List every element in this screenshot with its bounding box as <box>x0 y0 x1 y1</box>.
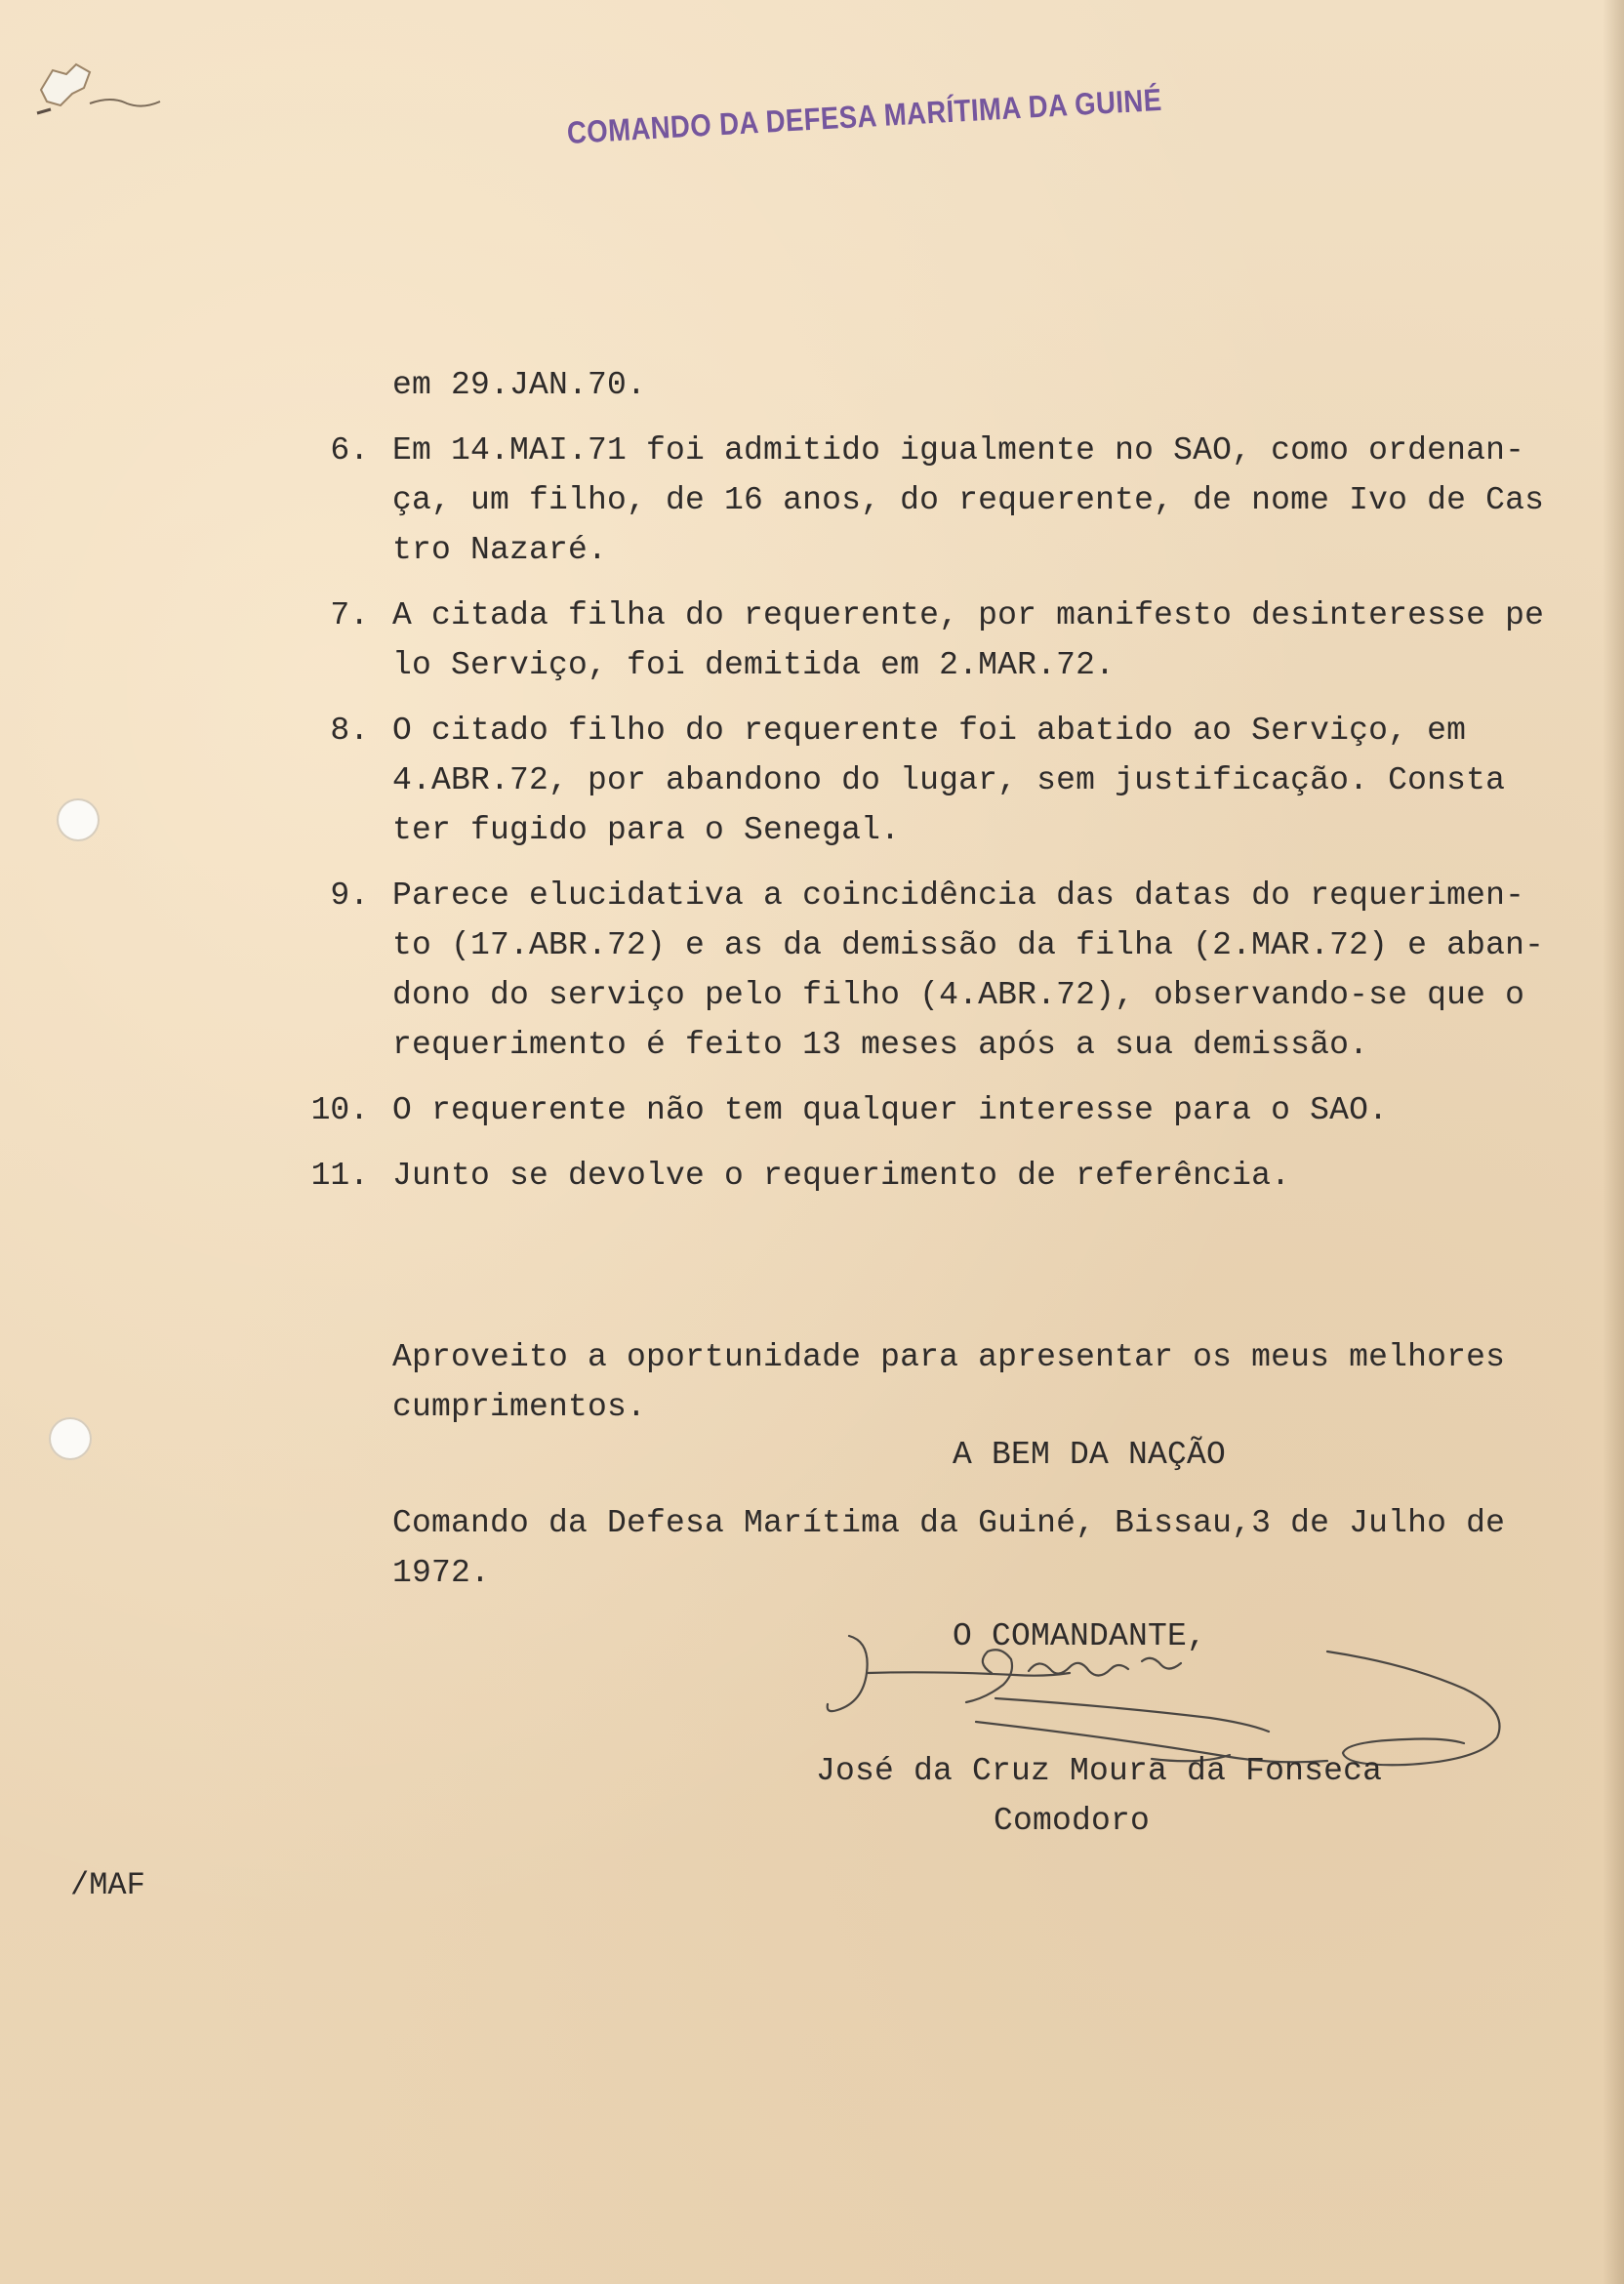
item-number-11: 11. <box>310 1158 369 1194</box>
item-number-6: 6. <box>330 432 369 469</box>
item-9-line-2: to (17.ABR.72) e as da demissão da filha (2.MAR.72) e aban- <box>392 927 1545 963</box>
item-number-9: 9. <box>330 877 369 914</box>
item-9-line-1: Parece elucidativa a coincidência das datas do requerimen- <box>392 877 1525 914</box>
item-7-line-2: lo Serviço, foi demitida em 2.MAR.72. <box>392 647 1116 683</box>
signatory-title: O COMANDANTE, <box>953 1618 1207 1654</box>
place-date-line-1: Comando da Defesa Marítima da Guiné, Bissau,3 de Julho de <box>392 1505 1506 1541</box>
greeting-line-1: Aproveito a oportunidade para apresentar os meus melhores <box>392 1339 1506 1375</box>
item-number-7: 7. <box>330 597 369 633</box>
punch-hole-lower <box>49 1417 92 1460</box>
item-11-line-1: Junto se devolve o requerimento de referência. <box>392 1158 1291 1194</box>
item-8-line-2: 4.ABR.72, por abandono do lugar, sem justificação. Consta <box>392 762 1506 798</box>
place-date-line-2: 1972. <box>392 1555 491 1591</box>
typist-reference: /MAF <box>70 1867 145 1903</box>
motto: A BEM DA NAÇÃO <box>953 1437 1227 1473</box>
item-9-line-4: requerimento é feito 13 meses após a sua demissão. <box>392 1027 1369 1063</box>
item-6-line-3: tro Nazaré. <box>392 532 608 568</box>
greeting-line-2: cumprimentos. <box>392 1389 647 1425</box>
item-10-line-1: O requerente não tem qualquer interesse para o SAO. <box>392 1092 1389 1128</box>
item-6-line-2: ça, um filho, de 16 anos, do requerente, de nome Ivo de Cas <box>392 482 1545 518</box>
staple-tear-mark <box>33 61 170 129</box>
page-edge-shadow <box>1603 0 1624 2284</box>
punch-hole-upper <box>57 798 100 841</box>
signatory-rank: Comodoro <box>994 1803 1151 1839</box>
continuation-line: em 29.JAN.70. <box>392 367 647 403</box>
signatory-name: José da Cruz Moura da Fonseca <box>816 1753 1383 1789</box>
letterhead-stamp: COMANDO DA DEFESA MARÍTIMA DA GUINÉ <box>566 81 1163 150</box>
item-8-line-1: O citado filho do requerente foi abatido ao Serviço, em <box>392 713 1467 749</box>
item-8-line-3: ter fugido para o Senegal. <box>392 812 901 848</box>
item-9-line-3: dono do serviço pelo filho (4.ABR.72), observando-se que o <box>392 977 1525 1013</box>
item-7-line-1: A citada filha do requerente, por manifesto desinteresse pe <box>392 597 1545 633</box>
item-number-8: 8. <box>330 713 369 749</box>
item-number-10: 10. <box>310 1092 369 1128</box>
item-6-line-1: Em 14.MAI.71 foi admitido igualmente no SAO, como ordenan- <box>392 432 1525 469</box>
